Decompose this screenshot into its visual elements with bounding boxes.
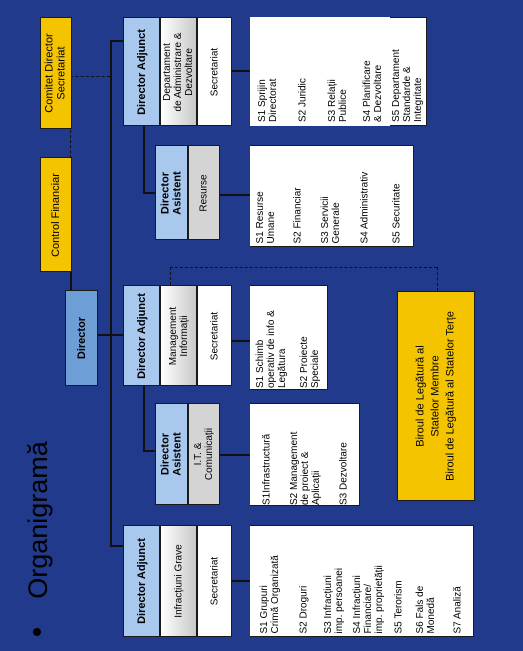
grave-section-item: S7 Analiză <box>442 526 473 636</box>
connector-comitet-dashed-h <box>70 76 110 77</box>
grave-section-item: S6 Fals de Monedă <box>410 526 442 636</box>
asist2-label: Director Asistent <box>159 432 184 476</box>
asist2-dept-box <box>188 403 220 505</box>
connector-top-horizontal <box>110 40 123 42</box>
asist2-section-item: S3 Dezvoltare <box>328 404 359 505</box>
grave-section-item: S5 Terorism <box>388 526 410 636</box>
connector-birou-dashed-h <box>170 267 437 268</box>
adm-section-item: S4 Planificare & Dezvoltare <box>355 17 390 126</box>
comitet-director-box <box>40 17 72 129</box>
director-label: Director <box>75 316 88 360</box>
grave-secretariat-label: Secretariat <box>208 556 220 606</box>
comitet-director-label: Comitet Director Secretariat <box>43 33 68 113</box>
grave-director-adjunct <box>123 525 160 637</box>
connector-info-left-h <box>143 450 155 452</box>
asist1-director-asistent <box>155 145 188 240</box>
adm-section-item: S1 Sprijin Directorat <box>250 17 285 126</box>
title-bullet <box>33 628 41 636</box>
asist1-section-item: S4 Administrativ <box>348 146 381 246</box>
adm-secretariat-label: Secretariat <box>208 47 220 96</box>
adm-director-adjunct-label: Director Adjunct <box>135 28 148 115</box>
page-title: Organigramă <box>22 441 53 599</box>
adm-section-item: S2 Juridic <box>285 17 320 126</box>
info-section-item: S2 Proiecte Speciale <box>293 286 327 389</box>
info-secretariat-box <box>197 285 232 386</box>
connector-adm-left-v <box>143 126 145 192</box>
asist1-dept-label: Resurse <box>198 173 210 212</box>
adm-section-item: S3 Relații Publice <box>320 17 355 126</box>
grave-section-item: S1 Grupuri Crimă Organizată <box>250 526 290 636</box>
connector-adm-sub <box>232 70 250 72</box>
birou-legatura-box <box>397 291 475 501</box>
grave-section-item: S4 Infracțiuni Financiare/ imp. proprietății <box>350 526 388 636</box>
grave-dept-box <box>160 525 197 637</box>
adm-dept-label: Departament de Administrare & Dezvoltare <box>161 32 196 111</box>
connector-asist1-sub <box>220 194 250 196</box>
connector-asist2-sub <box>220 454 250 456</box>
connector-info-horizontal <box>110 334 123 336</box>
info-secretariat-label: Secretariat <box>208 311 220 360</box>
asist1-section-item: S3 Servicii Generale <box>314 146 348 246</box>
connector-trunk-vertical <box>110 40 112 545</box>
info-section-item: S1 Schimb operativ de info & Legătura <box>250 286 293 389</box>
control-financiar-box <box>40 157 72 272</box>
asist1-label: Director Asistent <box>159 170 184 215</box>
birou-legatura-label: Biroul de Legătură al Statelor Membre Biroul de Legătură al Statelor Terțe <box>414 311 457 481</box>
connector-info-left-v <box>143 386 145 450</box>
connector-adm-left-h <box>143 192 155 194</box>
asist2-director-asistent <box>155 403 188 505</box>
asist1-section-item: S5 Securitate <box>381 146 413 246</box>
asist1-dept-box <box>188 145 220 240</box>
asist1-section-item: S2 Financiar <box>282 146 314 246</box>
adm-section-item: S5 Departament Standarde & Integritate <box>390 19 426 125</box>
adm-dept-box <box>160 17 197 126</box>
info-dept-box <box>160 285 197 386</box>
grave-section-item: S3 Infracțiuni imp. persoanei <box>318 526 350 636</box>
asist2-dept-label: I.T. & Comunicații <box>192 427 215 481</box>
grave-dept-label: Infracțiuni Grave <box>172 544 184 618</box>
info-director-adjunct-label: Director Adjunct <box>135 292 148 379</box>
page-title-area <box>8 400 68 640</box>
director-box <box>65 290 98 386</box>
connector-director-left <box>98 334 110 336</box>
info-director-adjunct <box>123 285 160 386</box>
asist2-section-item: S2 Management de proiect & Aplicații <box>283 404 328 505</box>
asist1-section-item: S1 Resurse Umane <box>250 146 282 246</box>
adm-secretariat-box <box>197 17 232 126</box>
grave-director-adjunct-label: Director Adjunct <box>135 538 148 624</box>
control-financiar-label: Control Financiar <box>49 172 62 257</box>
info-dept-label: Management Informații <box>167 306 190 365</box>
connector-grave-sub <box>232 580 250 582</box>
connector-grave-horizontal <box>110 545 123 547</box>
adm-director-adjunct <box>123 17 160 126</box>
grave-secretariat-box <box>197 525 232 637</box>
connector-info-sub <box>232 340 250 342</box>
asist2-section-item: S1Infrastructură <box>250 404 283 505</box>
connector-birou-dashed-v2 <box>170 267 171 285</box>
grave-section-item: S2 Droguri <box>290 526 318 636</box>
connector-birou-dashed-v <box>437 267 438 291</box>
